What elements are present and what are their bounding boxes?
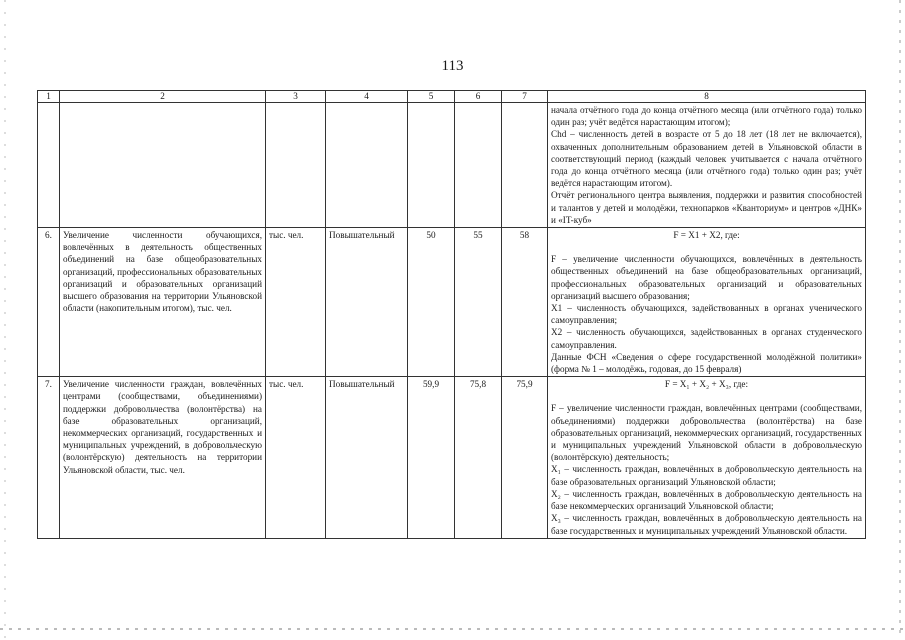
header-cell: 8: [548, 91, 866, 103]
value-cell: 59,9: [408, 377, 455, 538]
method-cell: [548, 103, 866, 228]
value-cell: [408, 103, 455, 228]
header-row: [38, 91, 866, 103]
row-number: 6.: [38, 228, 60, 377]
header-cell: 5: [408, 91, 455, 103]
value-cell: 55: [455, 228, 502, 377]
header-cell: 1: [38, 91, 60, 103]
indicator-name: Увеличение численности обучающихся, вовлечённых в деятельность общественных объединений на базе общеобразовательных организаций, профессиональных образовательных организаций и образовательных организаций высшего образования на территории Ульяновской области (накопительным итогом), тыс. чел.: [60, 228, 266, 377]
table-row: [38, 103, 866, 228]
unit-cell: тыс. чел.: [266, 228, 326, 377]
header-cell: 2: [60, 91, 266, 103]
header-cell: 3: [266, 91, 326, 103]
trend-cell: Повышательный: [326, 228, 408, 377]
table-row: [38, 228, 866, 377]
method-paragraph: Chd – численность детей в возрасте от 5 до 18 лет (18 лет не включается), охваченных дополнительным образованием детей в Ульяновской области в соответствующий период (каждый человек учитывается с начала отчётного года до конца отчётного месяца (или отчётного года) только один раз; учёт ведётся нарастающим итогом).: [551, 129, 862, 189]
table-row: [38, 377, 866, 538]
value-cell: 75,9: [502, 377, 548, 538]
method-paragraph: Отчёт регионального центра выявления, поддержки и развития способностей и талантов у детей и молодёжи, технопарков «Кванториум» и центров «ДНК» и «IT-куб»: [551, 190, 862, 225]
method-paragraph: X₁ – численность граждан, вовлечённых в добровольческую деятельность на базе образовательных организаций Ульяновской области;: [551, 464, 862, 487]
trend-cell: Повышательный: [326, 377, 408, 538]
value-cell: 50: [408, 228, 455, 377]
formula: F = X₁ + X₂ + X₃, где:: [664, 379, 749, 390]
row-number: 7.: [38, 377, 60, 538]
header-cell: 4: [326, 91, 408, 103]
value-cell: 58: [502, 228, 548, 377]
unit-cell: [266, 103, 326, 228]
row-number: [38, 103, 60, 228]
scan-edge-right: [899, 0, 901, 640]
method-paragraph: X₂ – численность граждан, вовлечённых в добровольческую деятельность на базе некоммерческих организаций Ульяновской области;: [551, 488, 862, 512]
method-paragraph: X2 – численность обучающихся, задействованных в органах студенческого самоуправления.: [551, 327, 862, 350]
unit-cell: тыс. чел.: [266, 377, 326, 538]
value-cell: [455, 103, 502, 228]
method-cell: [548, 228, 866, 377]
page-number: 113: [441, 58, 464, 74]
method-paragraph: F – увеличение численности граждан, вовлечённых центрами (сообществами, объединениями) поддержки добровольчества (волонтёрства) на базе образовательных организаций, некоммерческих организаций, государственных и муниципальных учреждений Ульяновской области в добровольческую (волонтёрскую) деятельность;: [551, 403, 862, 463]
method-paragraph: начала отчётного года до конца отчётного месяца (или отчётного года) только один раз; учёт ведётся нарастающим итогом);: [551, 105, 862, 128]
method-paragraph: X₃ – численность граждан, вовлечённых в добровольческую деятельность на базе государственных и муниципальных учреждений Ульяновской области.: [551, 513, 862, 536]
indicator-name: [60, 103, 266, 228]
method-cell: [548, 377, 866, 538]
indicator-name: Увеличение численности граждан, вовлечённых центрами (сообществами, объединениями) поддержки добровольчества (волонтёрства) на базе образовательных организаций, некоммерческих организаций, государственных и муниципальных учреждений, в добровольческую (волонтёрскую) деятельность на территории Ульяновской области, тыс. чел.: [60, 377, 266, 538]
scan-edge-left: [4, 0, 6, 640]
formula: F = X1 + X2, где:: [673, 230, 740, 241]
trend-cell: [326, 103, 408, 228]
method-paragraph: X1 – численность обучающихся, задействованных в органах ученического самоуправления;: [551, 303, 862, 326]
method-paragraph: F – увеличение численности обучающихся, вовлечённых в деятельность общественных объединений на базе общеобразовательных организаций, профессиональных образовательных организаций и образовательных организаций высшего образования;: [551, 254, 862, 301]
header-cell: 6: [455, 91, 502, 103]
value-cell: 75,8: [455, 377, 502, 538]
indicators-table: [37, 90, 866, 539]
header-cell: 7: [502, 91, 548, 103]
method-paragraph: Данные ФСН «Сведения о сфере государственной молодёжной политики» (форма № 1 – молодёжь, годовая, до 15 февраля): [551, 351, 862, 375]
scan-edge-bottom: [0, 628, 905, 630]
value-cell: [502, 103, 548, 228]
